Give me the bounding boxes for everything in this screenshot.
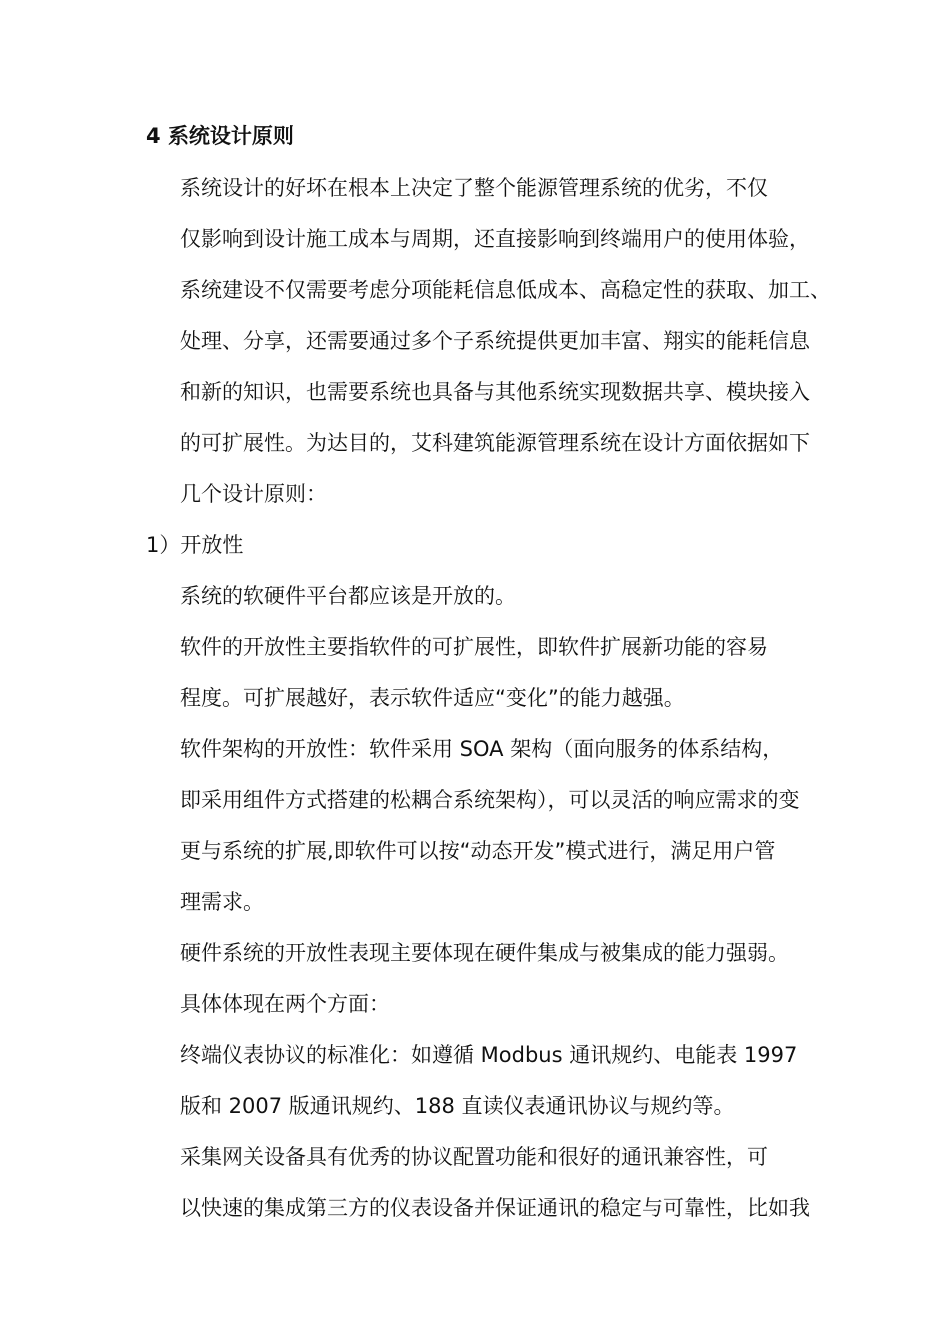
text-line: 版和 2007 版通讯规约、188 直读仪表通讯协议与规约等。	[180, 1094, 735, 1118]
text-line: 和新的知识，也需要系统也具备与其他系统实现数据共享、模块接入	[180, 380, 810, 404]
paragraph-gateway	[146, 1132, 818, 1234]
text-line: 采集网关设备具有优秀的协议配置功能和很好的通讯兼容性，可	[180, 1145, 768, 1169]
text-line: 以快速的集成第三方的仪表设备并保证通讯的稳定与可靠性，比如我	[180, 1196, 810, 1220]
text-line: 更与系统的扩展,即软件可以按“动态开发”模式进行，满足用户管	[180, 839, 776, 863]
section-heading	[146, 110, 818, 163]
text-line: 的可扩展性。为达目的，艾科建筑能源管理系统在设计方面依据如下	[180, 431, 810, 455]
text-line: 具体体现在两个方面：	[180, 992, 390, 1016]
paragraph-hardware-openness	[146, 928, 818, 1030]
text-line: 仅影响到设计施工成本与周期，还直接影响到终端用户的使用体验，	[180, 227, 810, 251]
text-line: 1）开放性	[146, 533, 244, 557]
text-line: 系统的软硬件平台都应该是开放的。	[180, 584, 516, 608]
document-page	[146, 110, 831, 1234]
text-line: 几个设计原则：	[180, 482, 327, 506]
text-line: 软件的开放性主要指软件的可扩展性，即软件扩展新功能的容易	[180, 635, 768, 659]
section-title: 系统设计原则	[167, 124, 294, 148]
text-line: 即采用组件方式搭建的松耦合系统架构），可以灵活的响应需求的变	[180, 788, 800, 812]
body-text	[146, 163, 831, 1234]
text-line: 终端仪表协议的标准化：如遵循 Modbus 通讯规约、电能表 1997	[180, 1043, 798, 1067]
paragraph-software-openness	[146, 622, 818, 724]
text-line: 系统建设不仅需要考虑分项能耗信息低成本、高稳定性的获取、加工、	[180, 278, 831, 302]
text-line: 系统设计的好坏在根本上决定了整个能源管理系统的优劣，不仅	[180, 176, 768, 200]
paragraph-architecture-openness	[146, 724, 818, 928]
paragraph-subheading-openness	[146, 520, 818, 571]
text-line: 软件架构的开放性：软件采用 SOA 架构（面向服务的体系结构，	[180, 737, 784, 761]
paragraph-intro	[146, 163, 831, 520]
paragraph-protocol-standard	[146, 1030, 818, 1132]
section-number: 4	[146, 124, 161, 148]
text-line: 硬件系统的开放性表现主要体现在硬件集成与被集成的能力强弱。	[180, 941, 789, 965]
paragraph-platform-open	[146, 571, 818, 622]
text-line: 处理、分享，还需要通过多个子系统提供更加丰富、翔实的能耗信息	[180, 329, 810, 353]
text-line: 程度。可扩展越好，表示软件适应“变化”的能力越强。	[180, 686, 685, 710]
text-line: 理需求。	[180, 890, 264, 914]
